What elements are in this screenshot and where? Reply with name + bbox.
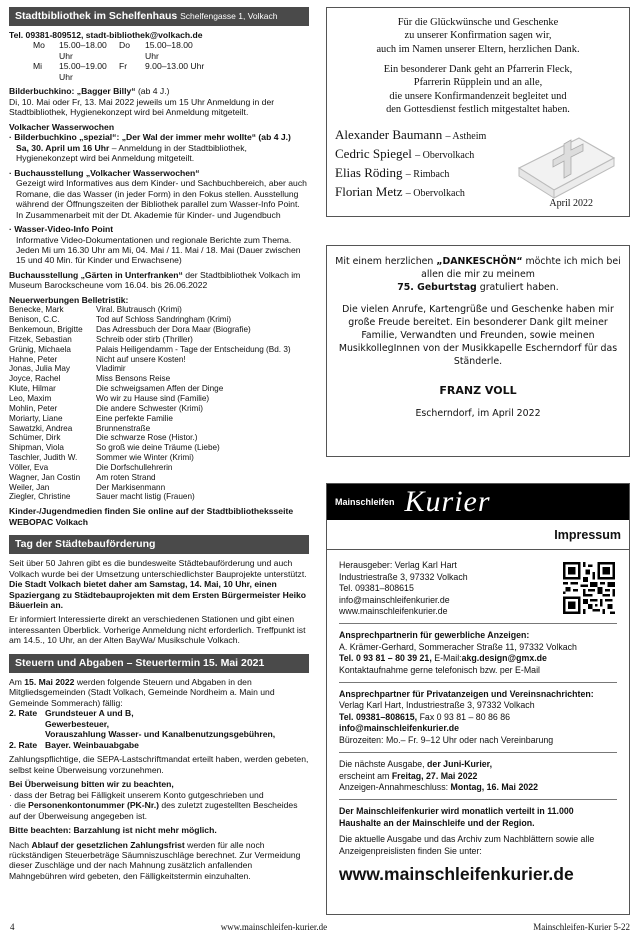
library-title: Stadtbibliothek im Schelfenhaus — [15, 10, 178, 22]
exhibit-text: der Stadtbibliothek Volkach im Museum Barockscheune vom 16.04. bis 26.06.2022 — [9, 269, 301, 291]
dank-text: Mit einem herzlichen — [335, 256, 434, 267]
steuern-date: 15. Mai 2022 — [24, 676, 75, 687]
konf-name: Elias Röding — [335, 164, 403, 180]
impressum-box — [326, 483, 630, 915]
tax-rate-1 — [9, 708, 309, 739]
ga-email[interactable]: akg.design@gmx.de — [461, 653, 547, 664]
pa-address: Verlag Karl Hart, Industriestraße 3, 97332 Volkach — [339, 700, 535, 711]
page-footer — [10, 922, 630, 933]
new-books-list — [9, 305, 309, 502]
book-title: Der Markisenmann — [96, 482, 166, 492]
book-title: Sauer macht listig (Frauen) — [96, 492, 195, 502]
right-column — [326, 7, 630, 915]
pa-heading: Ansprechpartner für Privatanzeigen und Vereinsnachrichten: — [339, 689, 594, 700]
staedtebau-title: Tag der Städtebauförderung — [15, 538, 156, 551]
transfer-bullet: · die — [9, 800, 26, 811]
rate-label: 2. Rate — [9, 739, 38, 750]
book-author: Mohlin, Peter — [9, 403, 58, 413]
konf-line: zu unserer Konfirmation sagen wir, — [404, 30, 552, 42]
library-address: Schelfengasse 1, Volkach — [180, 11, 278, 21]
publisher-email[interactable]: info@mainschleifenkurier.de — [339, 594, 450, 605]
logo-big: Kurier — [404, 484, 491, 518]
dank-keyword: „DANKESCHÖN“ — [436, 256, 523, 267]
wasserwochen-heading: Volkacher Wasserwochen — [9, 121, 115, 132]
hours-time: 15.00–18.00 Uhr — [59, 40, 107, 61]
event2-text: Gezeigt wird Informatives aus dem Kinder- und Sachbuchbereich, aber auch Romane, die das Wasser (in jeder Form) in den Fokus stellen. Ausstellung während der Öffnungszeiten der Bibliothek parallel zum Wasser-Info Point. In Zusammenarbeit mit der Dt. Akademie für Kinder- und Jugendbuch — [16, 178, 307, 220]
event2-heading: · Buchausstellung „Volkacher Wasserwochen“ — [9, 167, 200, 178]
transfer-bullet: des zuletzt zugestellten Bescheides auf der Überweisung angegeben ist. — [9, 800, 298, 821]
konf-line: den Gottesdienst festlich mitgestaltet haben. — [386, 103, 570, 115]
deadline-bold: Ablauf der gesetzlichen Zahlungsfrist — [31, 839, 185, 850]
staedtebau-info: Er informiert Interessierte direkt an verschiedenen Stationen und gibt einen interessanten Überblick. Vorherige Anmeldung nicht erforderlich. Treffpunkt ist am 14.5., 10 Uhr, an der Alten BayWa/ Musikschule Volkach. — [9, 614, 306, 646]
pa-phone: Tel. 09381–808615, — [339, 711, 418, 722]
pk-number: Personenkontonummer (PK-Nr.) — [28, 800, 159, 811]
transfer-heading: Bei Überweisung bitten wir zu beachten, — [9, 779, 174, 790]
hours-time: 15.00–19.00 Uhr — [59, 61, 107, 82]
book-author: Klute, Hilmar — [9, 384, 56, 394]
book-author: Joyce, Rachel — [9, 374, 61, 384]
event3-text: Informative Video-Dokumentationen und regionale Berichte zum Thema. Jeden Mi um 16.30 Uhr am Mi, 04. Mai / 11. Mai / 18. Mai (Dauer zwischen 15 und 40 Min. für Kinder und Erwachsene) — [16, 234, 301, 266]
sepa-note: Zahlungspflichtige, die SEPA-Lastschriftmandat erteilt haben, werden gebeten, selbst keine Überweisung vorzunehmen. — [9, 754, 309, 775]
ga-heading: Ansprechpartnerin für gewerbliche Anzeigen: — [339, 630, 530, 641]
book-author: Hahne, Peter — [9, 354, 58, 364]
book-title: Schreib oder stirb (Thriller) — [96, 334, 193, 344]
book-title: Am roten Strand — [96, 472, 156, 482]
event1-date: Sa, 30. April um 16 Uhr — [16, 142, 110, 153]
cash-note: Bitte beachten: Barzahlung ist nicht mehr möglich. — [9, 825, 217, 836]
dank-ad — [326, 245, 630, 457]
commercial-contact — [327, 630, 629, 676]
book-title: Viral. Blutrausch (Krimi) — [96, 305, 182, 315]
distribution-note: Der Mainschleifenkurier wird monatlich verteilt in 11.000 Haushalte an der Mainschleife und der Region. — [339, 806, 574, 828]
event1-heading: · Bilderbuchkino „spezial“: „Der Wal der immer mehr wollte“ (ab 4 J.) — [9, 132, 291, 143]
event3-heading: · Wasser-Video-Info Point — [9, 224, 114, 235]
book-author: Wagner, Jan Costin — [9, 472, 81, 482]
publisher-line: Tel. 09381–808615 — [339, 583, 414, 594]
impressum-title: Impressum — [327, 520, 629, 550]
konf-name: Cedric Spiegel — [335, 146, 412, 162]
dank-body: Die vielen Anrufe, Kartengrüße und Geschenke haben mir große Freude bereitet. Ein besonderer Dank gilt meiner Familie, Verwandten und Freunden, sowie meinen MusikkollegInnen von der Musikkapelle Escherndorf für das Ständerle. — [338, 303, 618, 367]
online-note: Kinder-/Jugendmedien finden Sie online auf der Stadtbibliotheksseite WEBOPAC Volkach — [9, 506, 294, 527]
tax-rate-2 — [9, 740, 309, 750]
book-title: Vladimir — [96, 364, 126, 374]
konf-place: – Obervolkach — [415, 150, 475, 162]
book-author: Grünig, Michaela — [9, 344, 71, 354]
dank-text: möchte ich mich bei allen die mir zu meinem — [421, 256, 621, 280]
ga-note: Kontaktaufnahme gerne telefonisch bzw. per E-Mail — [339, 664, 540, 675]
tax-item: Gewerbesteuer, — [45, 718, 110, 729]
next-text: Anzeigen-Annahmeschluss: — [339, 782, 449, 792]
book-author: Moriarty, Liane — [9, 413, 63, 423]
next-text: erscheint am — [339, 770, 390, 781]
new-books-heading: Neuerwerbungen Belletristik: — [9, 294, 129, 305]
konf-line: Für die Glückwünsche und Geschenke — [397, 17, 559, 28]
konf-line: Pfarrerin Rüpplein und an alle, — [413, 77, 543, 89]
ga-mail-label: E-Mail: — [434, 653, 462, 664]
steuern-header — [9, 654, 309, 673]
exhibit-heading: Buchausstellung „Gärten in Unterfranken“ — [9, 269, 183, 280]
konf-line: auch im Namen unserer Eltern, herzlichen Dank. — [376, 43, 580, 55]
pa-hours: Bürozeiten: Mo.– Fr. 9–12 Uhr oder nach Vereinbarung — [339, 734, 554, 745]
footer-website[interactable]: www.mainschleifen-kurier.de — [220, 922, 328, 932]
book-title: Das Adressbuch der Dora Maar (Biografie) — [96, 325, 251, 335]
next-text: Die nächste Ausgabe, — [339, 759, 425, 770]
next-issue-name: der Juni-Kurier, — [427, 759, 493, 770]
book-author: Fitzek, Sebastian — [9, 334, 72, 344]
konf-date: April 2022 — [549, 197, 593, 209]
bilderbuchkino-text: Di, 10. Mai oder Fr, 13. Mai 2022 jeweils um 15 Uhr Anmeldung in der Stadtbibliothek, Hygienekonzept wird bei Anmeldung mitgeteilt. — [9, 96, 275, 118]
book-title: Die schwarze Rose (Histor.) — [96, 433, 198, 443]
bilderbuchkino-heading: Bilderbuchkino: „Bagger Billy“ — [9, 86, 136, 97]
next-issue — [327, 759, 629, 793]
book-title: Die andere Schwester (Krimi) — [96, 403, 203, 413]
publisher-line: Herausgeber: Verlag Karl Hart — [339, 560, 457, 571]
book-title: Sommer wie Winter (Krimi) — [96, 453, 194, 463]
hours-day: Mi — [33, 61, 43, 72]
book-title: Tod auf Schloss Sandringham (Krimi) — [96, 315, 232, 325]
website-link[interactable]: www.mainschleifenkurier.de — [339, 864, 574, 885]
opening-hours — [33, 40, 309, 82]
hours-day: Mo — [33, 40, 45, 51]
book-author: Völler, Eva — [9, 462, 49, 472]
bible-cross-icon — [509, 108, 619, 203]
konf-name: Florian Metz — [335, 183, 403, 199]
pa-email[interactable]: info@mainschleifenkurier.de — [339, 723, 460, 734]
kurier-logo — [327, 484, 629, 520]
steuern-text: werden folgende Steuern und Abgaben in den Mitgliedsgemeinden (Stadt Volkach, Gemeinde Nordheim a. Main und Gemeinde Sommerach) fällig: — [9, 676, 275, 708]
konf-line: die unsere Konfirmandenzeit begleitet und — [389, 90, 567, 102]
book-title: Die Dorfschullehrerin — [96, 462, 173, 472]
archive-note: Die aktuelle Ausgabe und das Archiv zum Nachblättern sowie alle Anzeigenpreislisten finden Sie unter: — [339, 834, 595, 856]
hours-day: Do — [119, 40, 130, 51]
ga-address: A. Krämer-Gerhard, Sommeracher Straße 11, 97332 Volkach — [339, 641, 577, 652]
publisher-website[interactable]: www.mainschleifenkurier.de — [339, 605, 448, 616]
left-column — [9, 7, 309, 881]
book-title: Brunnenstraße — [96, 423, 151, 433]
dank-signature: FRANZ VOLL — [439, 383, 517, 397]
book-author: Sawatzki, Andrea — [9, 423, 73, 433]
book-title: Die schweigsamen Affen der Dinge — [96, 384, 224, 394]
deadline-date: Montag, 16. Mai 2022 — [450, 782, 539, 792]
tax-item: Grundsteuer A und B, — [45, 708, 134, 719]
pa-fax: Fax 0 93 81 – 80 86 86 — [419, 711, 511, 722]
qr-code-icon[interactable] — [563, 562, 615, 614]
ga-phone: Tel. 0 93 81 – 80 39 21, — [339, 653, 432, 664]
book-author: Benison, C.C. — [9, 315, 60, 325]
library-contact: Tel. 09381-809512, stadt-bibliothek@volkach.de — [9, 29, 203, 40]
private-contact — [327, 689, 629, 746]
library-header — [9, 7, 309, 26]
book-author: Benecke, Mark — [9, 305, 64, 315]
book-title: Miss Bensons Reise — [96, 374, 171, 384]
next-date: Freitag, 27. Mai 2022 — [391, 770, 478, 781]
book-title: Nicht auf unsere Kosten! — [96, 354, 186, 364]
staedtebau-header — [9, 535, 309, 554]
deadline-text: Nach — [9, 839, 30, 850]
book-author: Weiler, Jan — [9, 482, 50, 492]
book-author: Leo, Maxim — [9, 394, 52, 404]
book-author: Schümer, Dirk — [9, 433, 61, 443]
book-title: Wo wir zu Hause sind (Familie) — [96, 394, 210, 404]
book-author: Jonas, Julia May — [9, 364, 70, 374]
steuern-title: Steuern und Abgaben – Steuertermin 15. Mai 2021 — [15, 656, 265, 669]
book-title: Palais Heiligendamm - Tage der Entscheidung (Bd. 3) — [96, 344, 291, 354]
book-title: Eine perfekte Familie — [96, 413, 173, 423]
dank-birthday: 75. Geburtstag — [397, 281, 477, 293]
book-author: Taschler, Judith W. — [9, 453, 78, 463]
deadline-text: werden für alle noch rückständigen Steuerbeträge Säumniszuschläge berechnet. Zur Vermeidung dieser Zuschläge und der nach Mahnung zusätzlich anfallenden Mahngebühren wird gebeten, den Fälligkeitstermin einzuhalten. — [9, 839, 301, 881]
logo-small: Mainschleifen — [335, 496, 395, 507]
hours-time: 9.00–13.00 Uhr — [145, 61, 205, 72]
publisher-line: Industriestraße 3, 97332 Volkach — [339, 571, 468, 582]
rate-label: 2. Rate — [9, 708, 38, 719]
dank-text: gratuliert haben. — [479, 281, 559, 293]
staedtebau-text: Seit über 50 Jahren gibt es die bundesweite Städtebauförderung und auch Volkach wurde bei der Umsetzung unterschiedlichster Bauprojekte unterstützt. — [9, 558, 307, 579]
dank-place: Escherndorf, im April 2022 — [415, 407, 541, 419]
bilderbuchkino-age: (ab 4 J.) — [137, 86, 170, 97]
page-number: 4 — [10, 922, 15, 932]
tax-item: Bayer. Weinbauabgabe — [45, 739, 139, 750]
book-author: Shipman, Viola — [9, 443, 64, 453]
footer-issue: Mainschleifen-Kurier 5-22 — [533, 922, 630, 932]
steuern-text: Am — [9, 676, 22, 687]
konf-place: – Obervolkach — [405, 187, 465, 199]
konfirmation-ad — [326, 7, 630, 217]
book-author: Ziegler, Christine — [9, 492, 71, 502]
konf-name: Alexander Baumann — [335, 127, 443, 143]
hours-day: Fr — [119, 61, 128, 72]
transfer-bullet: · dass der Betrag bei Fälligkeit unserem Konto gutgeschrieben und — [9, 789, 264, 800]
konf-place: – Astheim — [445, 131, 487, 143]
book-author: Benkemoun, Brigitte — [9, 325, 83, 335]
staedtebau-event: Die Stadt Volkach bietet daher am Samstag, 14. Mai, 10 Uhr, einen Spaziergang zu Städtebauprojekten mit dem Ersten Bürgermeister Heiko Bäuerlein an. — [9, 579, 307, 610]
event1-text: – Anmeldung in der Stadtbibliothek, Hygienekonzept wird bei Anmeldung mitgeteilt. — [16, 142, 247, 164]
konf-place: – Rimbach — [405, 168, 450, 180]
tax-item: Vorauszahlung Wasser- und Kanalbenutzungsgebühren, — [45, 729, 276, 740]
book-title: So groß wie deine Träume (Liebe) — [96, 443, 220, 453]
hours-time: 15.00–18.00 Uhr — [145, 40, 193, 61]
konf-line: Ein besonderer Dank geht an Pfarrerin Fleck, — [383, 63, 573, 75]
